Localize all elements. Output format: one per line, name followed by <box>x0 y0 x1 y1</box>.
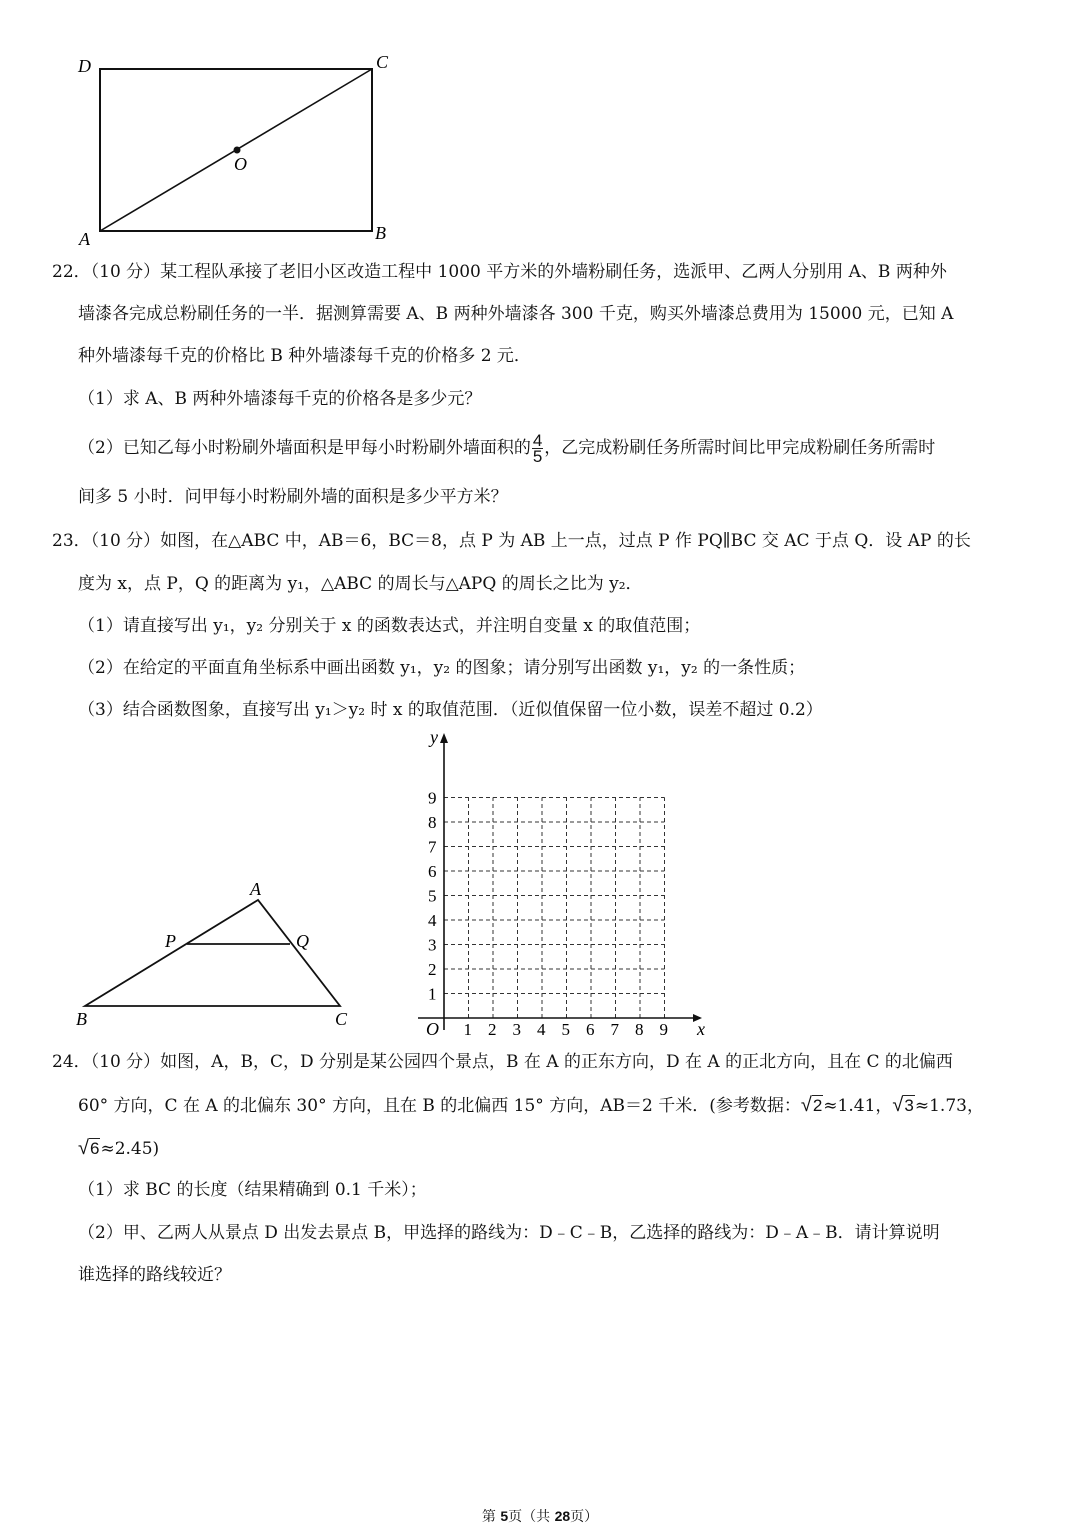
label-a: A <box>250 879 261 899</box>
label-o: O <box>234 154 247 174</box>
grid-lines <box>444 798 665 1019</box>
page-total: 28 <box>554 1508 571 1524</box>
q22-part-2-cont: 间多 5 小时．问甲每小时粉刷外墙的面积是多少平方米？ <box>78 487 508 507</box>
q23-part-1: （1）请直接写出 y₁，y₂ 分别关于 x 的函数表达式，并注明自变量 x 的取值范围； <box>78 616 701 636</box>
x-tick-label: 5 <box>561 1020 570 1039</box>
q23-part-3: （3）结合函数图象，直接写出 y₁＞y₂ 时 x 的取值范围．（近似值保留一位小数，误差不超过 0.2） <box>78 700 823 720</box>
label-q: Q <box>296 931 309 951</box>
q22-part-1: （1）求 A、B 两种外墙漆每千克的价格各是多少元？ <box>78 389 482 409</box>
y-axis-arrow <box>440 733 448 743</box>
x-tick-label: 2 <box>488 1020 497 1039</box>
q24-line-2: 60° 方向，C 在 A 的北偏东 30° 方向，且在 B 的北偏西 15° 方向，AB＝2 千米．(参考数据：√2≈1.41，√3≈1.73， <box>78 1094 984 1116</box>
label-p: P <box>165 931 176 951</box>
y-tick-label: 4 <box>428 911 437 930</box>
label-b: B <box>375 223 386 243</box>
y-tick-label: 3 <box>428 935 437 955</box>
fraction-four-fifths: $\frac{4}{5}$ <box>532 431 543 466</box>
page-footer: 第 5页（共 28页） <box>481 1508 599 1525</box>
q24-part-1: （1）求 BC 的长度（结果精确到 0.1 千米）； <box>78 1180 427 1200</box>
x-tick-label: 6 <box>586 1020 595 1039</box>
q23-line-2: 度为 x，点 P，Q 的距离为 y₁，△ABC 的周长与△APQ 的周长之比为 y₂． <box>78 574 643 594</box>
rectangle-figure <box>70 50 410 250</box>
x-tick-label: 3 <box>512 1020 521 1039</box>
triangle-figure <box>70 875 370 1035</box>
coordinate-grid <box>410 725 720 1045</box>
q23-part-2: （2）在给定的平面直角坐标系中画出函数 y₁，y₂ 的图象；请分别写出函数 y₁，y₂ 的一条性质； <box>78 658 806 678</box>
x-axis-label: x <box>697 1019 705 1039</box>
y-tick-label: 1 <box>428 984 437 1004</box>
sqrt-6: √6 <box>78 1137 100 1159</box>
x-tick-label: 8 <box>635 1020 644 1039</box>
y-tick-label: 2 <box>428 960 437 979</box>
label-d: D <box>78 56 91 76</box>
origin-label: O <box>426 1019 439 1039</box>
y-tick-label: 6 <box>428 862 437 881</box>
q22-part-2: （2）已知乙每小时粉刷外墙面积是甲每小时粉刷外墙面积的 $\frac{4}{5}$ ，乙完成粉刷任务所需时间比甲完成粉刷任务所需时 <box>78 431 936 466</box>
tick-labels <box>428 789 668 1040</box>
page-number: 5 <box>500 1508 509 1524</box>
y-tick-label: 8 <box>428 813 437 832</box>
q22-line-2: 墙漆各完成总粉刷任务的一半．据测算需要 A、B 两种外墙漆各 300 千克，购买外墙漆总费用为 15000 元，已知 A <box>78 304 954 324</box>
q23-line-1: 23．（10 分）如图，在△ABC 中，AB＝6，BC＝8，点 P 为 AB 上一点，过点 P 作 PQ∥BC 交 AC 于点 Q．设 AP 的长 <box>52 531 971 551</box>
sqrt-3: √3 <box>892 1094 914 1116</box>
y-tick-label: 9 <box>428 788 437 808</box>
q24-part-2-cont: 谁选择的路线较近？ <box>78 1265 231 1285</box>
x-tick-label: 9 <box>659 1020 668 1039</box>
x-tick-label: 4 <box>537 1020 546 1039</box>
q24-line-1: 24．（10 分）如图，A，B，C，D 分别是某公园四个景点，B 在 A 的正东方向，D 在 A 的正北方向，且在 C 的北偏西 <box>52 1052 953 1072</box>
x-tick-label: 1 <box>463 1020 472 1039</box>
q24-line-3: √6≈2.45) <box>78 1137 160 1159</box>
sqrt-2: √2 <box>800 1094 823 1116</box>
y-axis-label: y <box>430 727 438 747</box>
q24-part-2: （2）甲、乙两人从景点 D 出发去景点 B，甲选择的路线为：D﹣C﹣B，乙选择的路线为：D﹣A﹣B．请计算说明 <box>78 1223 940 1243</box>
q22-line-3: 种外墙漆每千克的价格比 B 种外墙漆每千克的价格多 2 元． <box>78 346 531 366</box>
label-c: C <box>335 1009 348 1029</box>
x-tick-label: 7 <box>610 1020 619 1039</box>
label-c: C <box>376 52 389 72</box>
point-o <box>234 147 241 154</box>
label-b: B <box>76 1009 87 1029</box>
y-tick-label: 7 <box>428 837 437 857</box>
q22-line-1: 22．（10 分）某工程队承接了老旧小区改造工程中 1000 平方米的外墙粉刷任务，选派甲、乙两人分别用 A、B 两种外 <box>52 262 947 282</box>
triangle-abc <box>85 900 340 1006</box>
label-a: A <box>79 229 90 249</box>
y-tick-label: 5 <box>428 886 437 906</box>
